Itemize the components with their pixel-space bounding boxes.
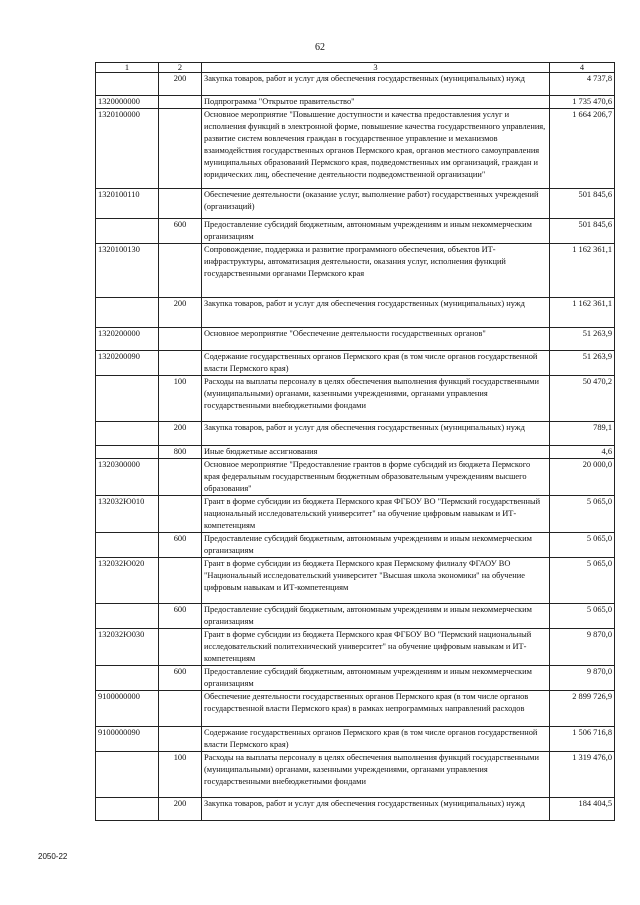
- row-amount: 5 065,0: [550, 604, 615, 629]
- row-code: 132032Ю020: [96, 558, 159, 604]
- table-row: [96, 96, 615, 109]
- row-name: Обеспечение деятельности государственных органов Пермского края (в том числе органов государственной власти Пермского края) в рамках непрограммных направлений расходов: [202, 691, 550, 727]
- table-body: [96, 73, 615, 821]
- row-name: Предоставление субсидий бюджетным, автономным учреждениям и иным некоммерческим организациям: [202, 219, 550, 244]
- table-row: [96, 376, 615, 422]
- row-expense-type: [159, 244, 202, 298]
- row-expense-type: 600: [159, 219, 202, 244]
- row-expense-type: [159, 629, 202, 666]
- row-amount: 20 000,0: [550, 459, 615, 496]
- row-code: [96, 422, 159, 446]
- row-amount: 1 162 361,1: [550, 244, 615, 298]
- row-name: Закупка товаров, работ и услуг для обеспечения государственных (муниципальных) нужд: [202, 798, 550, 821]
- row-amount: 4,6: [550, 446, 615, 459]
- row-code: [96, 798, 159, 821]
- row-expense-type: [159, 351, 202, 376]
- row-expense-type: 200: [159, 73, 202, 96]
- row-expense-type: 100: [159, 376, 202, 422]
- row-expense-type: 600: [159, 533, 202, 558]
- row-name: Основное мероприятие "Повышение доступности и качества предоставления услуг и исполнения функций в электронной форме, повышение качества государственного управления, развитие систем вовлечения граждан в государственное управление и механизмов взаимодействия государственных органов Пермского края, органов местного самоуправления муниципальных образований Пермского края, подведомственных им организаций, граждан и юридических лиц, обеспечение деятельности подведомственной организации": [202, 109, 550, 189]
- row-expense-type: [159, 109, 202, 189]
- table-row: [96, 629, 615, 666]
- row-code: 1320100000: [96, 109, 159, 189]
- row-code: [96, 298, 159, 328]
- row-amount: 5 065,0: [550, 558, 615, 604]
- table-row: [96, 604, 615, 629]
- row-amount: 9 870,0: [550, 629, 615, 666]
- page-number: 62: [315, 42, 325, 53]
- table-row: [96, 666, 615, 691]
- table-row: [96, 727, 615, 752]
- table-row: [96, 691, 615, 727]
- header-col-4: 4: [550, 63, 615, 73]
- row-amount: 501 845,6: [550, 219, 615, 244]
- table-row: [96, 798, 615, 821]
- table-row: [96, 298, 615, 328]
- row-name: Предоставление субсидий бюджетным, автономным учреждениям и иным некоммерческим организациям: [202, 604, 550, 629]
- table-row: [96, 459, 615, 496]
- row-code: 132032Ю030: [96, 629, 159, 666]
- row-amount: 51 263,9: [550, 351, 615, 376]
- row-amount: 2 899 726,9: [550, 691, 615, 727]
- table-row: [96, 446, 615, 459]
- row-amount: 9 870,0: [550, 666, 615, 691]
- row-expense-type: [159, 496, 202, 533]
- row-expense-type: [159, 558, 202, 604]
- row-amount: 501 845,6: [550, 189, 615, 219]
- row-code: 1320200090: [96, 351, 159, 376]
- row-name: Обеспечение деятельности (оказание услуг, выполнение работ) государственных учреждений (организаций): [202, 189, 550, 219]
- row-name: Подпрограмма "Открытое правительство": [202, 96, 550, 109]
- header-col-3: 3: [202, 63, 550, 73]
- row-name: Основное мероприятие "Предоставление грантов в форме субсидий из бюджета Пермского края федеральным государственным бюджетным образовательным учреждениям высшего образования": [202, 459, 550, 496]
- row-amount: 50 470,2: [550, 376, 615, 422]
- table-row: [96, 558, 615, 604]
- row-code: [96, 604, 159, 629]
- budget-table: [95, 62, 615, 821]
- row-code: [96, 533, 159, 558]
- row-amount: 1 735 470,6: [550, 96, 615, 109]
- table-row: [96, 219, 615, 244]
- table-row: [96, 73, 615, 96]
- row-name: Расходы на выплаты персоналу в целях обеспечения выполнения функций государственными (муниципальными) органами, казенными учреждениями, органами управления государственными внебюджетными фондами: [202, 752, 550, 798]
- row-name: Сопровождение, поддержка и развитие программного обеспечения, объектов ИТ-инфраструктуры, автоматизация деятельности, оказания услуг, исполнения функций государственными органами Пермского края: [202, 244, 550, 298]
- row-code: 1320300000: [96, 459, 159, 496]
- row-amount: 4 737,8: [550, 73, 615, 96]
- row-expense-type: 100: [159, 752, 202, 798]
- row-name: Закупка товаров, работ и услуг для обеспечения государственных (муниципальных) нужд: [202, 422, 550, 446]
- row-amount: 5 065,0: [550, 496, 615, 533]
- table-row: [96, 752, 615, 798]
- row-expense-type: [159, 189, 202, 219]
- table-row: [96, 533, 615, 558]
- row-code: [96, 376, 159, 422]
- table-row: [96, 496, 615, 533]
- row-name: Предоставление субсидий бюджетным, автономным учреждениям и иным некоммерческим организациям: [202, 533, 550, 558]
- row-code: 132032Ю010: [96, 496, 159, 533]
- header-col-2: 2: [159, 63, 202, 73]
- row-amount: 1 664 206,7: [550, 109, 615, 189]
- row-amount: 1 319 476,0: [550, 752, 615, 798]
- row-name: Закупка товаров, работ и услуг для обеспечения государственных (муниципальных) нужд: [202, 73, 550, 96]
- row-name: Грант в форме субсидии из бюджета Пермского края ФГБОУ ВО "Пермский национальный исследовательский политехнический университет" на обучение цифровым навыкам и ИТ-компетенциям: [202, 629, 550, 666]
- row-expense-type: [159, 459, 202, 496]
- row-code: [96, 752, 159, 798]
- row-amount: 789,1: [550, 422, 615, 446]
- footer-doc-code: 2050-22: [38, 852, 68, 861]
- row-code: 9100000000: [96, 691, 159, 727]
- row-code: 1320100110: [96, 189, 159, 219]
- row-expense-type: 600: [159, 604, 202, 629]
- row-amount: 51 263,9: [550, 328, 615, 351]
- row-name: Содержание государственных органов Пермского края (в том числе органов государственной власти Пермского края): [202, 351, 550, 376]
- row-expense-type: 800: [159, 446, 202, 459]
- row-code: 1320200000: [96, 328, 159, 351]
- row-name: Иные бюджетные ассигнования: [202, 446, 550, 459]
- row-code: [96, 219, 159, 244]
- row-code: [96, 73, 159, 96]
- table-row: [96, 351, 615, 376]
- row-name: Основное мероприятие "Обеспечение деятельности государственных органов": [202, 328, 550, 351]
- table-row: [96, 328, 615, 351]
- row-expense-type: [159, 96, 202, 109]
- row-expense-type: 200: [159, 798, 202, 821]
- row-name: Предоставление субсидий бюджетным, автономным учреждениям и иным некоммерческим организациям: [202, 666, 550, 691]
- row-amount: 5 065,0: [550, 533, 615, 558]
- row-name: Расходы на выплаты персоналу в целях обеспечения выполнения функций государственными (муниципальными) органами, казенными учреждениями, органами управления государственными внебюджетными фондами: [202, 376, 550, 422]
- row-expense-type: [159, 691, 202, 727]
- row-name: Грант в форме субсидии из бюджета Пермского края Пермскому филиалу ФГАОУ ВО "Национальный исследовательский университет "Высшая школа экономики" на обучение цифровым навыкам и ИТ-компетенциям: [202, 558, 550, 604]
- row-name: Закупка товаров, работ и услуг для обеспечения государственных (муниципальных) нужд: [202, 298, 550, 328]
- row-expense-type: [159, 328, 202, 351]
- row-code: [96, 446, 159, 459]
- row-expense-type: [159, 727, 202, 752]
- table-row: [96, 109, 615, 189]
- header-col-1: 1: [96, 63, 159, 73]
- row-code: 1320100130: [96, 244, 159, 298]
- row-name: Грант в форме субсидии из бюджета Пермского края ФГБОУ ВО "Пермский государственный национальный исследовательский университет" на обучение цифровым навыкам и ИТ-компетенциям: [202, 496, 550, 533]
- table-row: [96, 189, 615, 219]
- table-row: [96, 422, 615, 446]
- row-code: 9100000090: [96, 727, 159, 752]
- row-code: [96, 666, 159, 691]
- row-amount: 1 162 361,1: [550, 298, 615, 328]
- row-amount: 1 506 716,8: [550, 727, 615, 752]
- row-expense-type: 200: [159, 298, 202, 328]
- row-expense-type: 200: [159, 422, 202, 446]
- row-code: 1320000000: [96, 96, 159, 109]
- table-header-row: [96, 63, 615, 73]
- row-expense-type: 600: [159, 666, 202, 691]
- table-row: [96, 244, 615, 298]
- row-amount: 184 404,5: [550, 798, 615, 821]
- row-name: Содержание государственных органов Пермского края (в том числе органов государственной власти Пермского края): [202, 727, 550, 752]
